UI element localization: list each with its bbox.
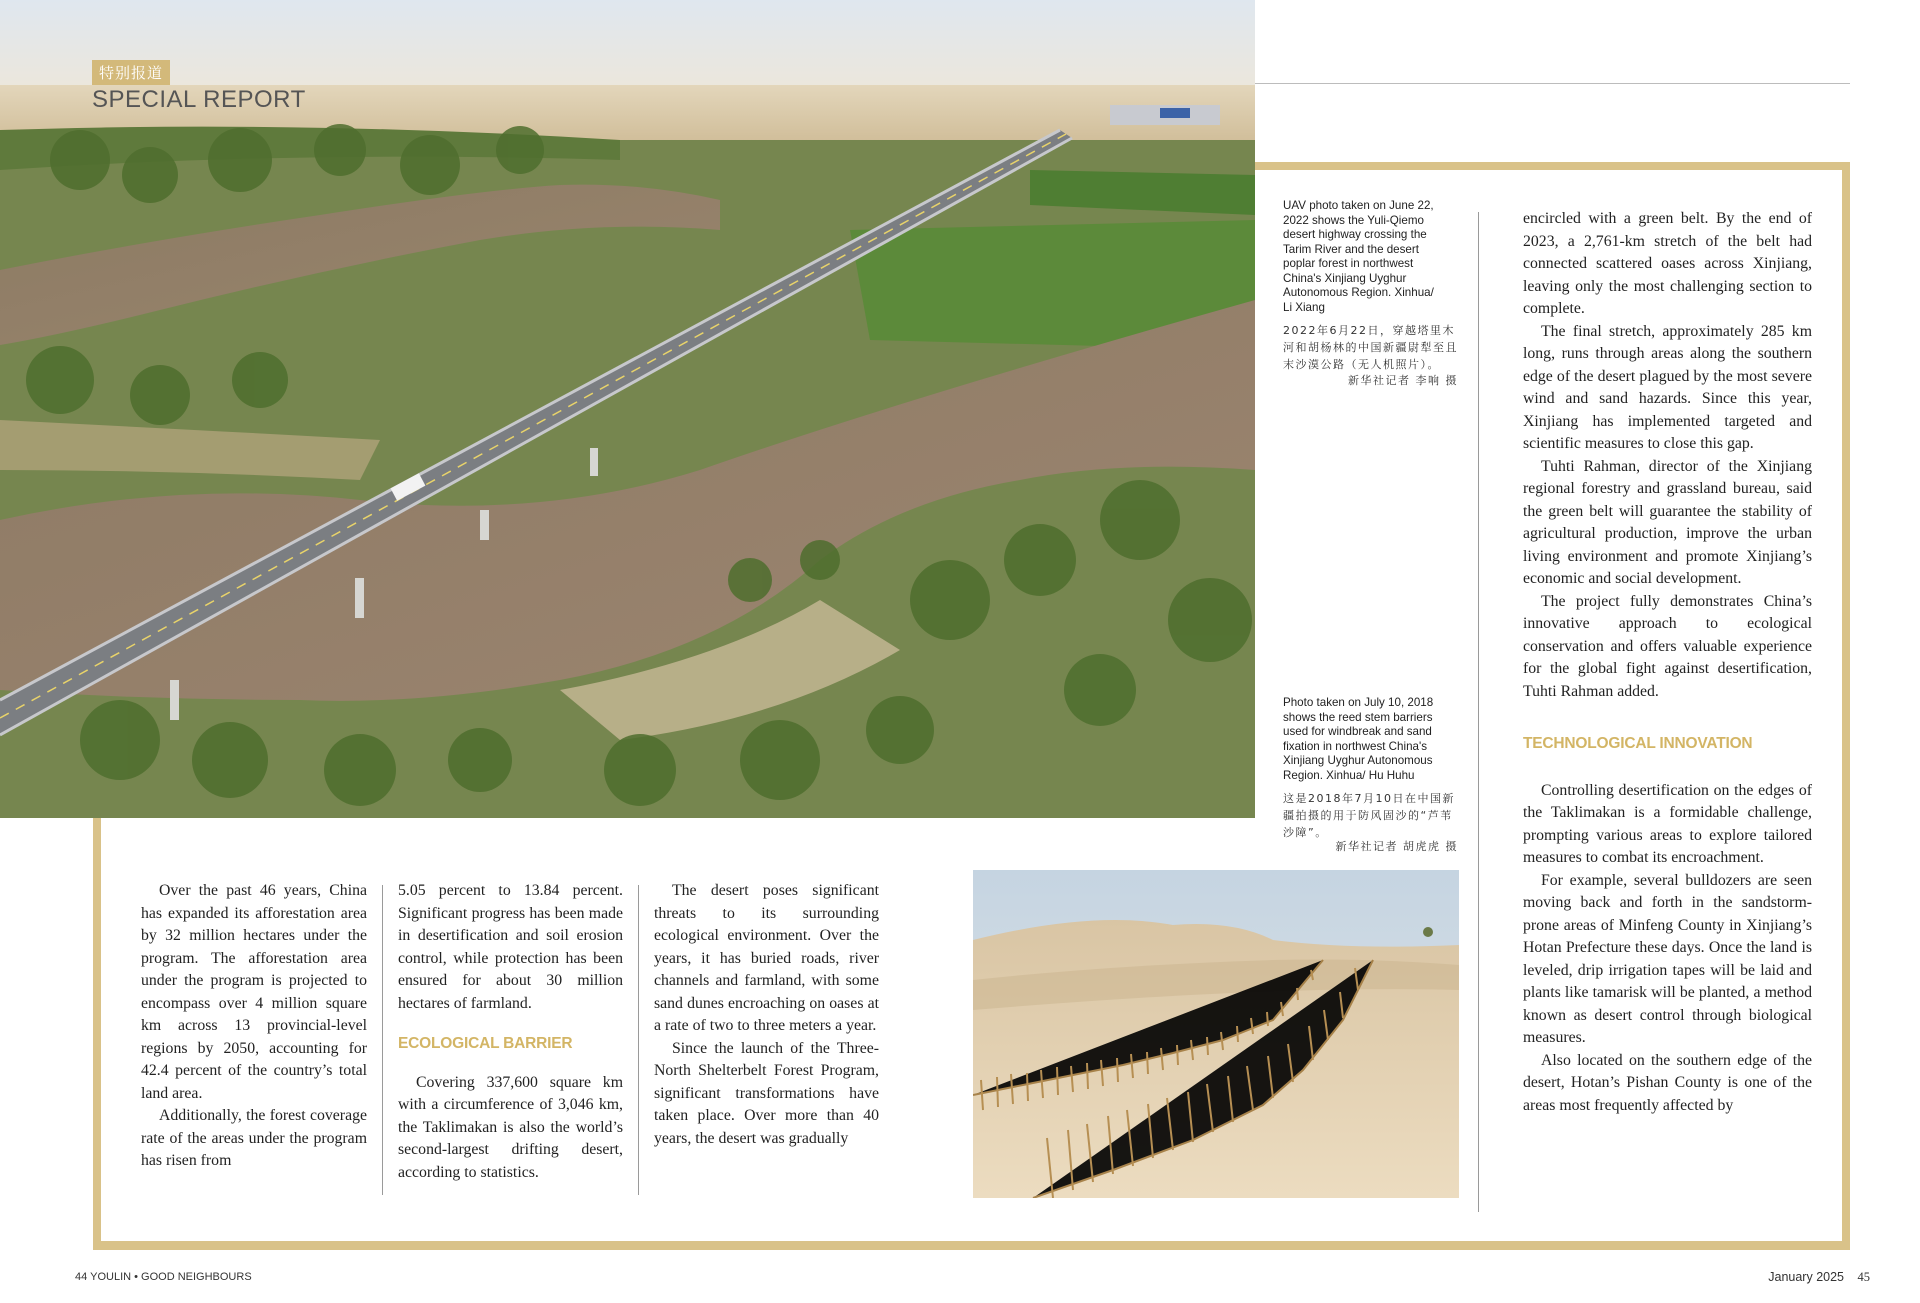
column-divider <box>1478 212 1479 1212</box>
section-tag-zh: 特别报道 <box>92 60 170 85</box>
reed-photo-illustration <box>973 870 1459 1198</box>
footer-right <box>1768 1270 1870 1285</box>
photo2-caption-zh-credit: 新华社记者 胡虎虎 摄 <box>1335 840 1458 853</box>
paragraph: Over the past 46 years, China has expanded its afforestation area by 32 million hectares under the program. The afforestation area under the program is projected to encompass over 4 million square km across 13 provincial-level regions by 2050, accounting for 42.4 percent of the country’s total land area. <box>141 882 367 1102</box>
page-number-right: 45 <box>1857 1270 1870 1284</box>
paragraph: Controlling desertification on the edges of the Taklimakan is a formidable challenge, prompting various areas to explore tailored measures to combat its encroachment. <box>1523 781 1812 866</box>
reed-barrier-photo <box>973 870 1459 1198</box>
paragraph: The desert poses significant threats to its surrounding ecological environment. Over the years, it has buried roads, river channels and farmland, with some sand dunes encroaching on oases at a rate of two to three meters a year. <box>654 882 879 1034</box>
frame-bottom <box>93 1241 1850 1250</box>
paragraph: The final stretch, approximately 285 km long, runs through areas along the southern edge of the desert plagued by the most severe wind and sand hazards. Since this year, Xinjiang has implemented targeted and scientific measures to close this gap. <box>1523 322 1812 452</box>
paragraph: Additionally, the forest coverage rate of the areas under the program has risen from <box>141 1107 367 1169</box>
photo2-caption-en: Photo taken on July 10, 2018 shows the reed stem barriers used for windbreak and sand fixation in northwest China's Xinjiang Uyghur Autonomous Region. Xinhua/ Hu Huhu <box>1283 696 1434 782</box>
paragraph: The project fully demonstrates China’s innovative approach to ecological conservation and offers valuable experience for the global fight against desertification, Tuhti Rahman added. <box>1523 592 1812 700</box>
body-column-3 <box>654 880 879 1150</box>
column-divider <box>382 885 383 1195</box>
photo1-caption-zh-credit: 新华社记者 李响 摄 <box>1348 374 1458 387</box>
frame-right <box>1842 162 1850 1250</box>
footer-date: January 2025 <box>1768 1270 1845 1284</box>
header-rule <box>1255 83 1850 84</box>
paragraph: encircled with a green belt. By the end of 2023, a 2,761-km stretch of the belt had connected scattered oases across Xinjiang, leaving only the most challenging section to complete. <box>1523 210 1812 317</box>
footer-left <box>75 1271 252 1283</box>
paragraph: Tuhti Rahman, director of the Xinjiang regional forestry and grassland bureau, said the green belt will guarantee the stability of agricultural production, improve the urban living environment and promote Xinjiang’s economic and social development. <box>1523 457 1812 587</box>
photo2-caption-zh: 这是2018年7月10日在中国新疆拍摄的用于防风固沙的“芦苇沙障”。 <box>1283 792 1455 839</box>
paragraph: Covering 337,600 square km with a circumference of 3,046 km, the Taklimakan is also the world’s second-largest drifting desert, according to statistics. <box>398 1073 623 1181</box>
footer-publication: YOULIN • GOOD NEIGHBOURS <box>90 1271 252 1283</box>
section-heading-ecological-barrier: ECOLOGICAL BARRIER <box>398 1035 573 1052</box>
body-column-1 <box>141 880 367 1173</box>
paragraph: Since the launch of the Three-North Shelterbelt Forest Program, significant transformations have taken place. Over more than 40 years, the desert was gradually <box>654 1039 879 1147</box>
body-column-2 <box>398 880 623 1184</box>
section-title: SPECIAL REPORT <box>92 86 306 113</box>
paragraph: Also located on the southern edge of the desert, Hotan’s Pishan County is one of the areas most frequently affected by <box>1523 1051 1812 1114</box>
main-aerial-photo <box>0 0 1255 818</box>
frame-top <box>1255 162 1850 170</box>
aerial-photo-illustration <box>0 0 1255 818</box>
column-divider <box>638 885 639 1195</box>
frame-left <box>93 818 101 1250</box>
page-number-left: 44 <box>75 1271 88 1283</box>
photo1-caption-en: UAV photo taken on June 22, 2022 shows the Yuli-Qiemo desert highway crossing the Tarim River and the desert poplar forest in northwest China's Xinjiang Uyghur Autonomous Region. Xinhua/ Li Xiang <box>1283 199 1434 314</box>
paragraph: 5.05 percent to 13.84 percent. Significant progress has been made in desertification and soil erosion control, while protection has been ensured for about 30 million hectares of farmland. <box>398 882 623 1012</box>
photo1-caption-zh: 2022年6月22日，穿越塔里木河和胡杨林的中国新疆尉犁至且末沙漠公路（无人机照片）。 <box>1283 324 1458 371</box>
body-column-4 <box>1523 208 1812 1117</box>
paragraph: For example, several bulldozers are seen moving back and forth in the sandstorm-prone areas of Minfeng County in Xinjiang’s Hotan Prefecture these days. Once the land is leveled, drip irrigation tapes will be laid and plants like tamarisk will be planted, a method known as desert control through biological measures. <box>1523 871 1812 1046</box>
section-heading-technological-innovation: TECHNOLOGICAL INNOVATION <box>1523 735 1753 752</box>
